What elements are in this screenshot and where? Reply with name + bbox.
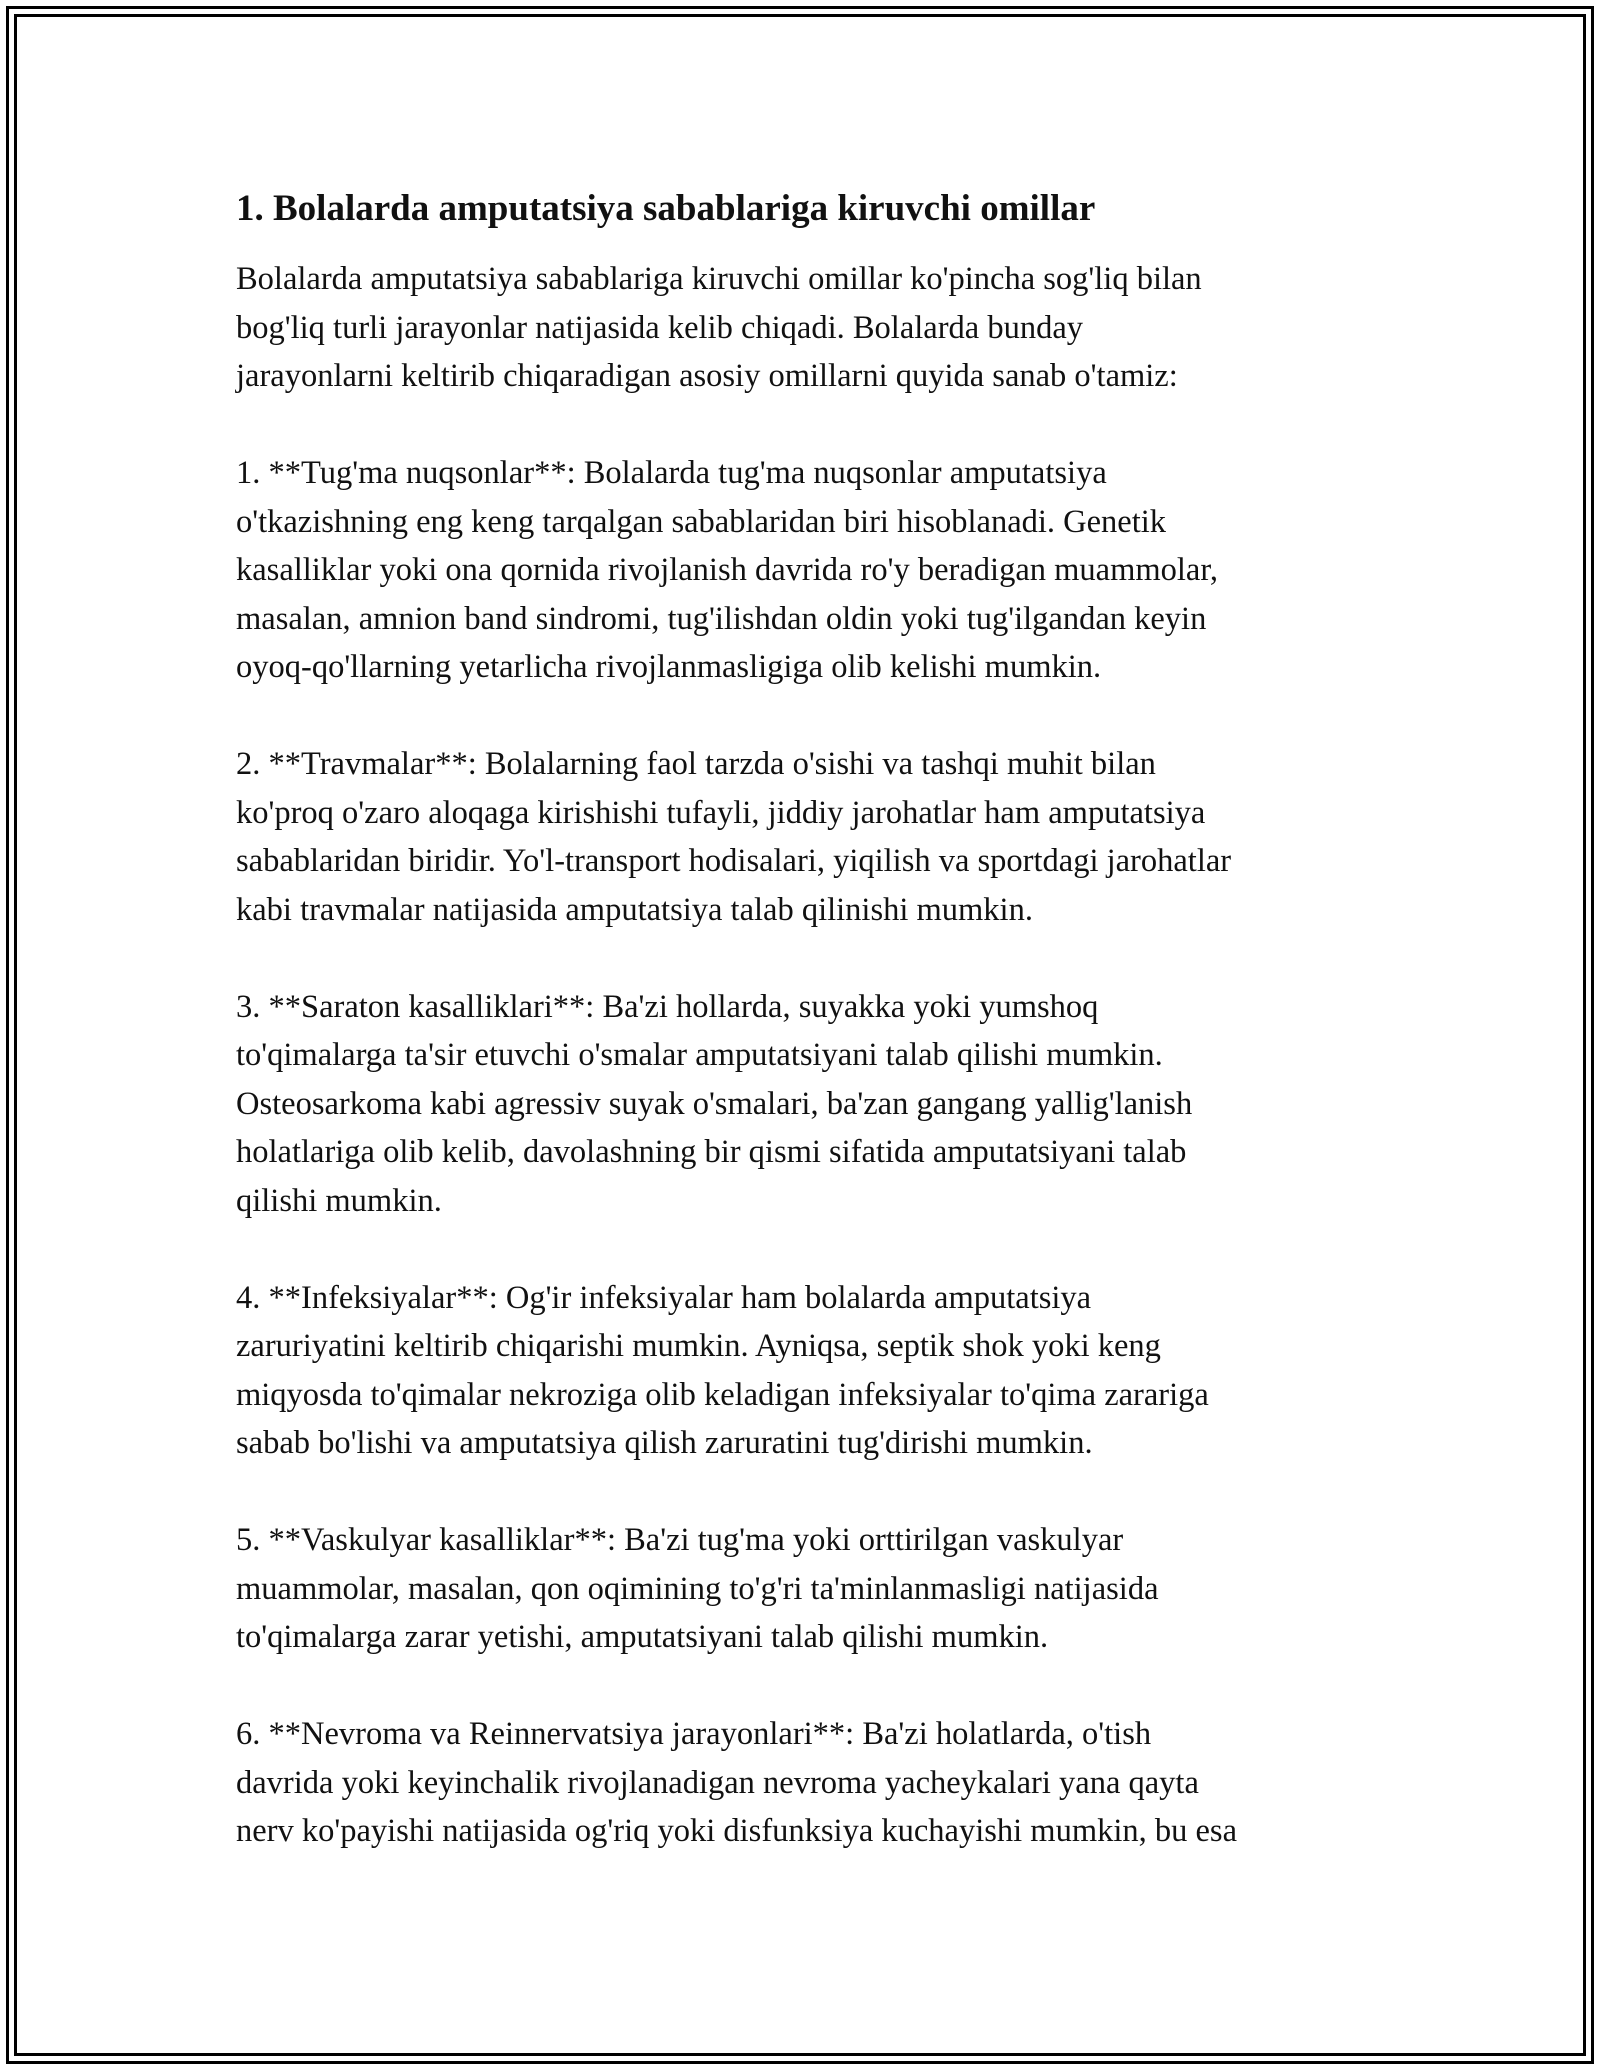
paragraph-line: 5. **Vaskulyar kasalliklar**: Ba'zi tug'ma yoki orttirilgan vaskulyar	[236, 1522, 1124, 1558]
list-item-neuroma	[236, 1710, 1376, 1856]
paragraph-line: nerv ko'payishi natijasida og'riq yoki disfunksiya kuchayishi mumkin, bu esa	[236, 1813, 1238, 1849]
paragraph-line: sabab bo'lishi va amputatsiya qilish zaruratini tug'dirishi mumkin.	[236, 1425, 1093, 1461]
list-item-infections	[236, 1274, 1376, 1468]
paragraph-line: 4. **Infeksiyalar**: Og'ir infeksiyalar ham bolalarda amputatsiya	[236, 1279, 1092, 1316]
document-page	[236, 185, 1376, 1904]
list-item-vascular-diseases	[236, 1516, 1376, 1662]
paragraph-line: oyoq-qo'llarning yetarlicha rivojlanmasligiga olib kelishi mumkin.	[236, 649, 1102, 685]
paragraph-line: holatlariga olib kelib, davolashning bir qismi sifatida amputatsiyani talab	[236, 1134, 1187, 1170]
paragraph-line: sabablaridan biridir. Yo'l-transport hodisalari, yiqilish va sportdagi jarohatlar	[236, 843, 1232, 879]
paragraph-line: to'qimalarga zarar yetishi, amputatsiyani talab qilishi mumkin.	[236, 1619, 1049, 1655]
paragraph-line: bog'liq turli jarayonlar natijasida kelib chiqadi. Bolalarda bunday	[236, 309, 1083, 346]
paragraph-line: qilishi mumkin.	[236, 1182, 442, 1219]
paragraph-line: masalan, amnion band sindromi, tug'ilishdan oldin yoki tug'ilgandan keyin	[236, 600, 1207, 637]
paragraph-line: ko'proq o'zaro aloqaga kirishishi tufayli, jiddiy jarohatlar ham amputatsiya	[236, 794, 1206, 831]
list-item-cancer	[236, 983, 1376, 1226]
paragraph-line: jarayonlarni keltirib chiqaradigan asosiy omillarni quyida sanab o'tamiz:	[236, 358, 1178, 394]
intro-paragraph	[236, 255, 1376, 401]
paragraph-line: 6. **Nevroma va Reinnervatsiya jarayonlari**: Ba'zi holatlarda, o'tish	[236, 1716, 1152, 1752]
paragraph-line: 1. **Tug'ma nuqsonlar**: Bolalarda tug'ma nuqsonlar amputatsiya	[236, 455, 1107, 491]
paragraph-line: 3. **Saraton kasalliklari**: Ba'zi hollarda, suyakka yoki yumshoq	[236, 988, 1099, 1025]
paragraph-line: o'tkazishning eng keng tarqalgan sabablaridan biri hisoblanadi. Genetik	[236, 503, 1167, 540]
list-item-traumas	[236, 740, 1376, 934]
paragraph-line: Bolalarda amputatsiya sabablariga kiruvchi omillar ko'pincha sog'liq bilan	[236, 261, 1202, 297]
list-item-congenital-defects	[236, 449, 1376, 692]
paragraph-line: to'qimalarga ta'sir etuvchi o'smalar amputatsiyani talab qilishi mumkin.	[236, 1037, 1163, 1073]
paragraph-line: muammolar, masalan, qon oqimining to'g'ri ta'minlanmasligi natijasida	[236, 1570, 1159, 1607]
paragraph-line: davrida yoki keyinchalik rivojlanadigan nevroma yacheykalari yana qayta	[236, 1764, 1199, 1801]
paragraph-line: kabi travmalar natijasida amputatsiya talab qilinishi mumkin.	[236, 891, 1033, 928]
section-heading: 1. Bolalarda amputatsiya sabablariga kiruvchi omillar	[236, 188, 1096, 229]
paragraph-line: zaruriyatini keltirib chiqarishi mumkin. Ayniqsa, septik shok yoki keng	[236, 1328, 1161, 1364]
paragraph-line: 2. **Travmalar**: Bolalarning faol tarzda o'sishi va tashqi muhit bilan	[236, 746, 1156, 782]
paragraph-line: Osteosarkoma kabi agressiv suyak o'smalari, ba'zan gangang yallig'lanish	[236, 1085, 1193, 1122]
paragraph-line: kasalliklar yoki ona qornida rivojlanish davrida ro'y beradigan muammolar,	[236, 552, 1218, 588]
paragraph-line: miqyosda to'qimalar nekroziga olib keladigan infeksiyalar to'qima zarariga	[236, 1376, 1209, 1413]
